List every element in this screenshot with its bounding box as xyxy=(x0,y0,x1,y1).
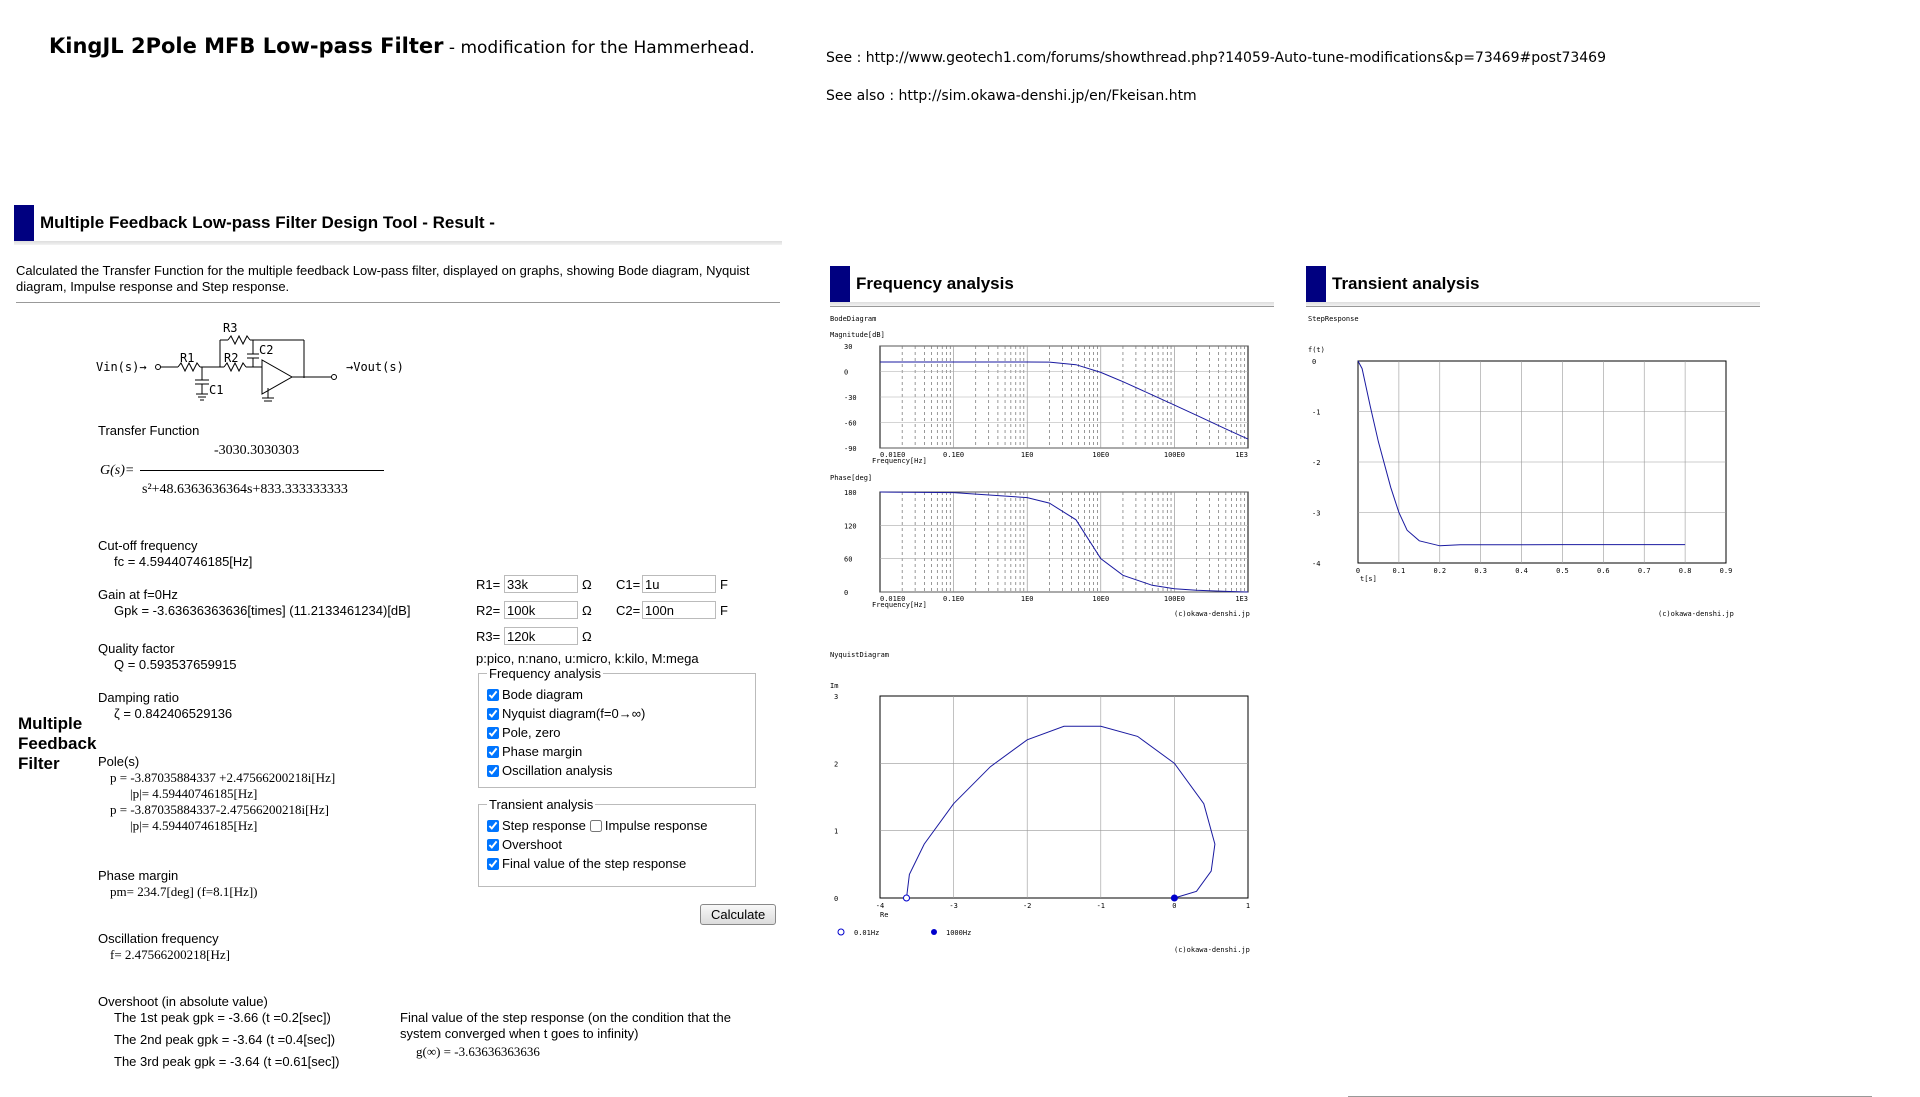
plot-frame xyxy=(880,492,1248,592)
x-tick-label: 1 xyxy=(1245,902,1251,910)
x-tick-label: 1E0 xyxy=(1020,451,1034,459)
freq-options-group xyxy=(478,666,756,788)
phase-margin-checkbox[interactable] xyxy=(487,746,499,758)
legend-end-marker xyxy=(931,929,937,935)
legend-start-marker xyxy=(838,929,844,935)
re-axis-label: Re xyxy=(880,911,889,919)
option-bode[interactable] xyxy=(487,685,747,704)
trans-divider xyxy=(1306,306,1760,307)
transient-options-legend: Transient analysis xyxy=(489,797,594,812)
trans-header-title: Transient analysis xyxy=(1332,274,1480,293)
output-node xyxy=(332,375,337,380)
header-marker xyxy=(14,205,34,241)
vin-label: Vin(s)→ xyxy=(96,360,147,374)
tf-denominator: s²+48.6363636364s+833.333333333 xyxy=(142,482,348,497)
mag-frequency-axis-label: Frequency[Hz] xyxy=(872,457,927,465)
c1-label: C1 xyxy=(209,383,224,397)
peak-1: The 1st peak gpk = -3.66 (t =0.2[sec]) xyxy=(114,1010,331,1025)
option-nyquist[interactable] xyxy=(487,704,747,723)
x-tick-label: 0.9 xyxy=(1719,567,1733,575)
step-copyright: (c)okawa-denshi.jp xyxy=(1658,610,1734,618)
impulse-label: Impulse response xyxy=(604,818,708,833)
tf-gs: G(s)= xyxy=(100,463,135,478)
x-tick-label: 1E0 xyxy=(1020,595,1034,603)
r2-unit: Ω xyxy=(582,602,592,618)
y-tick-label: 0 xyxy=(834,895,839,903)
y-tick-label: -3 xyxy=(1312,509,1321,518)
pole-zero-label: Pole, zero xyxy=(502,725,561,740)
poles-label: Pole(s) xyxy=(98,754,140,769)
x-tick-label: 0 xyxy=(1172,902,1177,910)
x-tick-label: 1E3 xyxy=(1235,451,1248,459)
y-tick-label: 0 xyxy=(1312,358,1317,366)
nyquist-marker xyxy=(1171,895,1177,901)
tf-fraction-bar xyxy=(140,470,384,471)
x-tick-label: 1E3 xyxy=(1235,595,1248,603)
c2-field-label: C2= xyxy=(616,602,641,618)
freq-divider xyxy=(830,306,1274,307)
option-overshoot[interactable] xyxy=(487,835,747,854)
r1-field-label: R1= xyxy=(476,576,501,592)
c2-label: C2 xyxy=(259,343,274,357)
x-tick-label: 0.1E0 xyxy=(943,595,965,603)
osc-value: f= 2.47566200218[Hz] xyxy=(110,947,230,962)
r3-input[interactable] xyxy=(504,627,578,645)
see-also-link[interactable]: See also : http://sim.okawa-denshi.jp/en/Fkeisan.htm xyxy=(826,88,1197,104)
step-y-axis-label: f(t) xyxy=(1308,346,1325,354)
freq-options-legend: Frequency analysis xyxy=(489,666,601,681)
osc-label: Oscillation frequency xyxy=(98,931,219,946)
x-tick-label: 10E0 xyxy=(1092,451,1110,459)
final-value-checkbox[interactable] xyxy=(487,858,499,870)
r3-label: R3 xyxy=(223,321,238,335)
y-tick-label: 0 xyxy=(844,589,849,597)
nyquist-marker xyxy=(903,895,909,901)
x-tick-label: 0.2 xyxy=(1433,567,1447,575)
r1-input[interactable] xyxy=(504,575,578,593)
nyquist-diagram xyxy=(824,648,1274,958)
freq-header xyxy=(830,266,1274,306)
transient-options-group xyxy=(478,797,756,887)
trans-header xyxy=(1306,266,1760,306)
freq-header-marker xyxy=(830,266,850,302)
damping-value: ζ = 0.842406529136 xyxy=(114,706,233,721)
overshoot-label: Overshoot (in absolute value) xyxy=(98,994,268,1009)
r2-input[interactable] xyxy=(504,601,578,619)
y-tick-label: -1 xyxy=(1312,408,1321,417)
x-tick-label: -4 xyxy=(875,902,885,910)
y-tick-label: 60 xyxy=(844,555,853,564)
pm-label: Phase margin xyxy=(98,868,179,883)
pole-zero-checkbox[interactable] xyxy=(487,727,499,739)
x-tick-label: -2 xyxy=(1022,902,1032,910)
tf-label: Transfer Function xyxy=(98,423,200,438)
r2-field-label: R2= xyxy=(476,602,501,618)
r3-unit: Ω xyxy=(582,628,592,644)
tool-description: Calculated the Transfer Function for the multiple feedback Low-pass filter, displayed on graphs, showing Bode diagram, Nyquist diagram, Impulse response and Step response. xyxy=(16,263,750,294)
resistor-r3 xyxy=(228,336,250,344)
bode-checkbox[interactable] xyxy=(487,689,499,701)
overshoot-checkbox[interactable] xyxy=(487,839,499,851)
option-step[interactable] xyxy=(487,816,586,835)
oscillation-checkbox[interactable] xyxy=(487,765,499,777)
y-tick-label: -4 xyxy=(1312,560,1321,568)
y-tick-label: -90 xyxy=(844,445,857,453)
step-response-chart xyxy=(1302,312,1762,622)
tf-numerator: -3030.3030303 xyxy=(214,443,300,458)
input-node xyxy=(156,365,161,370)
x-tick-label: 0.6 xyxy=(1597,567,1610,575)
tool-header xyxy=(14,205,782,245)
vout-label: →Vout(s) xyxy=(346,360,404,374)
y-tick-label: 0 xyxy=(844,368,849,377)
gain-label: Gain at f=0Hz xyxy=(98,587,178,602)
y-tick-label: -2 xyxy=(1312,459,1321,467)
x-tick-label: 0.01E0 xyxy=(880,451,906,459)
final-label: Final value of the step response (on the condition that the system converged when t goes to infinity) xyxy=(400,1010,731,1041)
legend-end-label: 1000Hz xyxy=(946,929,972,937)
im-axis-label: Im xyxy=(830,682,839,690)
trans-header-marker xyxy=(1306,266,1326,302)
c1-field-label: C1= xyxy=(616,576,641,592)
pm-value: pm= 234.7[deg] (f=8.1[Hz]) xyxy=(110,884,258,899)
x-tick-label: 10E0 xyxy=(1092,595,1110,603)
x-tick-label: 0.1 xyxy=(1392,567,1406,575)
damping-label: Damping ratio xyxy=(98,690,179,705)
q-value: Q = 0.593537659915 xyxy=(114,657,237,672)
nyquist-copyright: (c)okawa-denshi.jp xyxy=(1174,946,1250,954)
pole2: p = -3.87035884337-2.47566200218i[Hz] xyxy=(110,802,329,817)
nyquist-title: NyquistDiagram xyxy=(830,651,890,659)
magnitude-axis-label: Magnitude[dB] xyxy=(830,331,885,339)
x-tick-label: -3 xyxy=(949,902,958,910)
x-tick-label: 0.8 xyxy=(1678,567,1692,575)
circuit-schematic xyxy=(96,318,416,408)
nyquist-checkbox[interactable] xyxy=(487,708,499,720)
option-pole-zero[interactable] xyxy=(487,723,747,742)
nyquist-label: Nyquist diagram(f=0→∞) xyxy=(502,706,646,721)
step-checkbox[interactable] xyxy=(487,820,499,832)
q-label: Quality factor xyxy=(98,641,175,656)
x-tick-label: 100E0 xyxy=(1163,451,1185,459)
impulse-checkbox[interactable] xyxy=(590,820,602,832)
pole2-abs: |p|= 4.59440746185[Hz] xyxy=(130,818,258,833)
divider xyxy=(16,302,780,303)
bode-label: Bode diagram xyxy=(502,687,583,702)
y-tick-label: 2 xyxy=(834,760,839,769)
page-title xyxy=(49,34,755,58)
x-tick-label: 0.5 xyxy=(1556,567,1569,575)
see-link[interactable]: See : http://www.geotech1.com/forums/showthread.php?14059-Auto-tune-modifications&p=73469#post73469 xyxy=(826,50,1606,66)
y-tick-label: 30 xyxy=(844,343,853,351)
c2-unit: F xyxy=(720,602,728,618)
y-tick-label: 120 xyxy=(844,522,857,531)
x-tick-label: 0.3 xyxy=(1474,567,1487,575)
peak-2: The 2nd peak gpk = -3.64 (t =0.4[sec]) xyxy=(114,1032,336,1047)
r2-label: R2 xyxy=(224,351,239,365)
page-title-subtitle: - modification for the Hammerhead. xyxy=(443,38,755,58)
option-phase-margin[interactable] xyxy=(487,742,747,761)
step-label: Step response xyxy=(502,818,586,833)
calculate-button[interactable]: Calculate xyxy=(700,904,776,925)
gain-value: Gpk = -3.63636363636[times] (11.2133461234)[dB] xyxy=(114,603,411,618)
pole1-abs: |p|= 4.59440746185[Hz] xyxy=(130,786,258,801)
side-label: Multiple Feedback Filter xyxy=(18,714,97,773)
x-tick-label: 0 xyxy=(1355,567,1361,575)
bode-title: BodeDiagram xyxy=(830,315,877,323)
r1-unit: Ω xyxy=(582,576,592,592)
peak-3: The 3rd peak gpk = -3.64 (t =0.61[sec]) xyxy=(114,1054,340,1069)
phase-frequency-axis-label: Frequency[Hz] xyxy=(872,601,927,609)
x-tick-label: 0.4 xyxy=(1515,567,1528,575)
cutoff-label: Cut-off frequency xyxy=(98,538,198,553)
opamp xyxy=(262,360,292,394)
final-value: g(∞) = -3.63636363636 xyxy=(416,1044,540,1059)
final-value-option-label: Final value of the step response xyxy=(502,856,687,871)
page-title-bold: KingJL 2Pole MFB Low-pass Filter xyxy=(49,34,444,58)
x-tick-label: 0.7 xyxy=(1637,567,1651,575)
c2-input[interactable] xyxy=(642,601,716,619)
cutoff-value: fc = 4.59440746185[Hz] xyxy=(114,554,253,569)
phase-margin-label: Phase margin xyxy=(502,744,583,759)
x-tick-label: 100E0 xyxy=(1163,595,1185,603)
option-impulse[interactable] xyxy=(590,816,708,835)
oscillation-label: Oscillation analysis xyxy=(502,763,613,778)
step-x-axis-label: t[s] xyxy=(1360,575,1377,583)
overshoot-option-label: Overshoot xyxy=(502,837,562,852)
y-tick-label: -60 xyxy=(844,419,857,428)
y-tick-label: 1 xyxy=(834,827,839,836)
option-final-value[interactable] xyxy=(487,854,747,873)
c1-unit: F xyxy=(720,576,728,592)
r1-label: R1 xyxy=(180,351,195,365)
phase-axis-label: Phase[deg] xyxy=(830,474,873,482)
y-tick-label: 3 xyxy=(834,693,839,701)
c1-input[interactable] xyxy=(642,575,716,593)
x-tick-label: -1 xyxy=(1096,902,1106,910)
y-tick-label: -30 xyxy=(844,394,857,402)
y-tick-label: 180 xyxy=(844,489,857,497)
bode-diagram xyxy=(824,312,1274,622)
bode-copyright: (c)okawa-denshi.jp xyxy=(1174,610,1250,618)
pole1: p = -3.87035884337 +2.47566200218i[Hz] xyxy=(110,770,336,785)
option-oscillation[interactable] xyxy=(487,761,747,780)
prefix-note: p:pico, n:nano, u:micro, k:kilo, M:mega xyxy=(476,651,699,666)
legend-start-label: 0.01Hz xyxy=(854,929,880,937)
param-form xyxy=(476,571,728,649)
tool-header-title: Multiple Feedback Low-pass Filter Design Tool - Result - xyxy=(40,213,495,232)
step-title: StepResponse xyxy=(1308,315,1359,323)
freq-header-title: Frequency analysis xyxy=(856,274,1014,293)
r3-field-label: R3= xyxy=(476,628,501,644)
x-tick-label: 0.1E0 xyxy=(943,451,965,459)
x-tick-label: 0.01E0 xyxy=(880,595,906,603)
